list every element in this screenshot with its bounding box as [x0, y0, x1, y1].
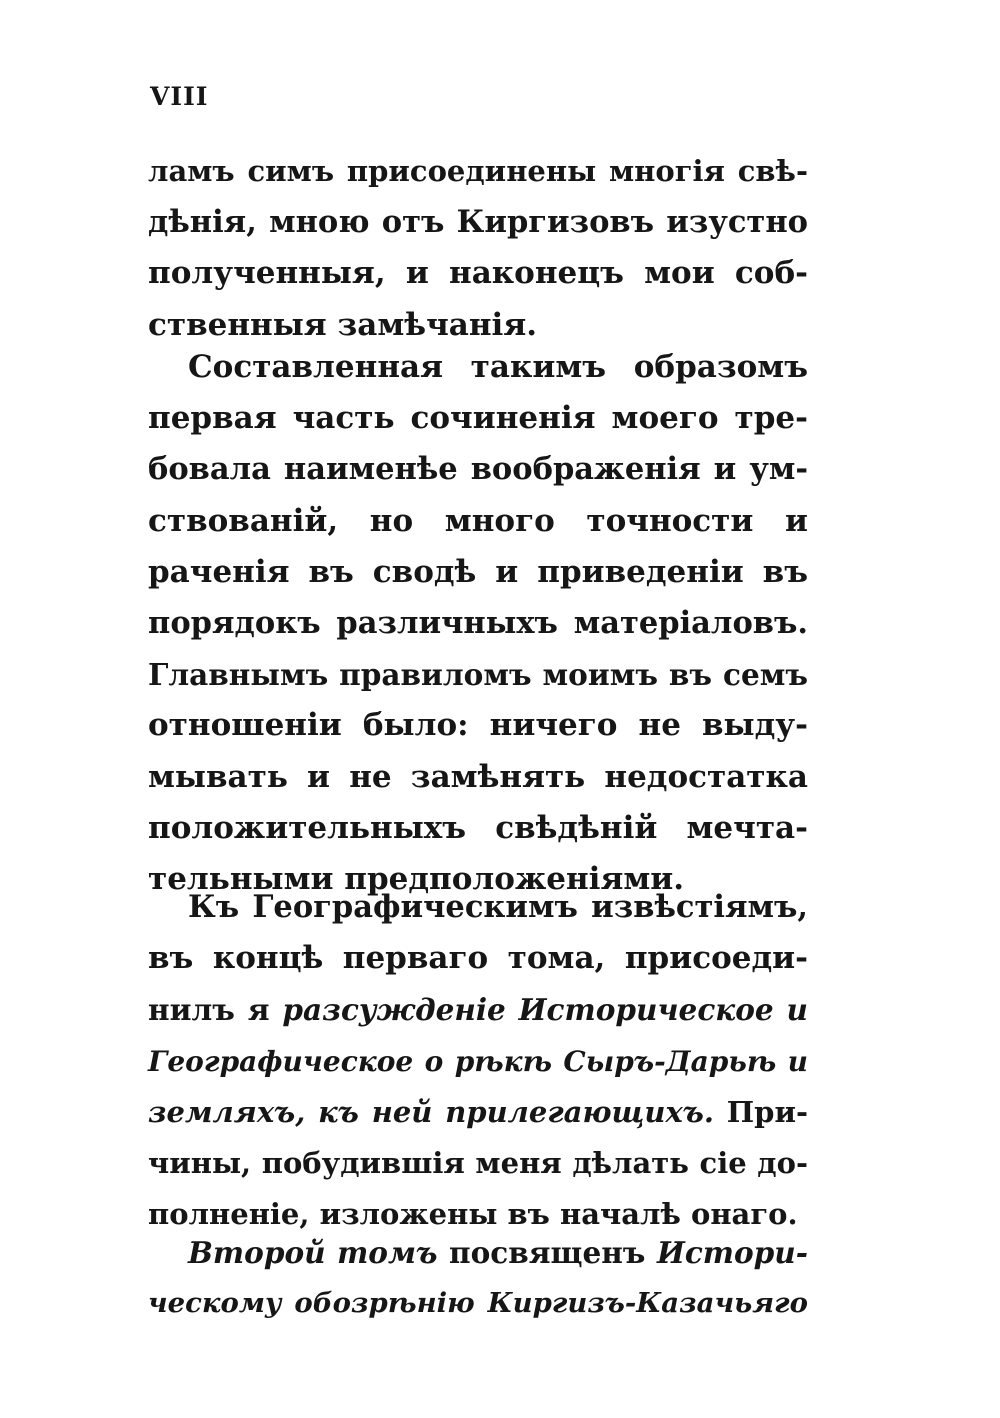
paragraph-2	[148, 342, 808, 905]
text-segment: мывать и не замѣнять недостатка	[148, 758, 808, 795]
text-line	[148, 444, 808, 495]
text-segment: полученныя, и наконецъ мои соб-	[148, 255, 808, 292]
text-segment: дѣнія, мною отъ Киргизовъ изустно	[148, 204, 808, 241]
text-segment-italic: земляхъ, къ ней прилегающихъ.	[148, 1094, 714, 1129]
text-line	[148, 1036, 808, 1087]
text-segment: ламъ симъ присоединены многія свѣ-	[148, 154, 808, 188]
text-line	[148, 933, 808, 984]
text-segment-italic: Географическое о рѣкѣ Сыръ-Дарьѣ и	[148, 1044, 808, 1078]
text-line	[148, 882, 808, 933]
text-segment: положительныхъ свѣдѣній мечта-	[148, 809, 808, 846]
text-segment-italic: Истори-	[656, 1235, 808, 1270]
text-segment: чины, побудившія меня дѣлать сіе до-	[148, 1145, 808, 1180]
text-segment-italic: разсужденіе Историческое и	[282, 992, 808, 1028]
text-line	[148, 1087, 808, 1138]
text-line	[148, 342, 808, 393]
text-segment: отношеніи было: ничего не выду-	[148, 707, 808, 744]
text-segment: порядокъ различныхъ матеріаловъ.	[148, 604, 808, 641]
text-segment: въ концѣ перваго тома, присоеди-	[148, 940, 808, 977]
text-segment: полненіе, изложены въ началѣ онаго.	[148, 1197, 798, 1232]
text-line	[148, 649, 808, 700]
text-segment: посвященъ	[437, 1235, 657, 1270]
text-segment: Составленная такимъ образомъ	[188, 349, 808, 385]
text-segment: раченія въ сводѣ и приведеніи въ	[148, 553, 808, 590]
text-segment: нилъ я	[148, 992, 283, 1028]
text-line	[148, 496, 808, 547]
text-segment: ственныя замѣчанія.	[148, 306, 538, 343]
text-line	[148, 1278, 808, 1329]
text-line	[148, 1138, 808, 1189]
text-line	[148, 197, 808, 248]
text-line	[148, 803, 808, 854]
text-line	[148, 248, 808, 299]
text-line	[148, 1227, 808, 1278]
text-line	[148, 547, 808, 598]
text-line	[148, 752, 808, 803]
text-segment: ствованій, но много точности и	[148, 502, 808, 539]
page-number: VIII	[150, 82, 209, 111]
paragraph-4	[148, 1227, 808, 1329]
paragraph-1	[148, 146, 808, 351]
text-line	[148, 700, 808, 751]
text-segment: тельными предположеніями.	[148, 860, 685, 897]
text-line	[148, 598, 808, 649]
text-segment-italic: ческому обозрѣнію Киргизъ-Казачьяго	[148, 1287, 808, 1320]
text-segment-italic: Второй томъ	[188, 1235, 438, 1270]
text-segment: Главнымъ правиломъ моимъ въ семъ	[148, 657, 808, 693]
text-line	[148, 146, 808, 197]
text-line	[148, 984, 808, 1035]
text-segment: первая часть сочиненія моего тре-	[148, 400, 808, 437]
text-segment: бовала наименѣе воображенія и ум-	[148, 451, 808, 488]
text-segment: Къ Географическимъ извѣстіямъ,	[188, 889, 808, 925]
text-line	[148, 393, 808, 444]
paragraph-3	[148, 882, 808, 1240]
text-segment: При-	[713, 1094, 808, 1129]
